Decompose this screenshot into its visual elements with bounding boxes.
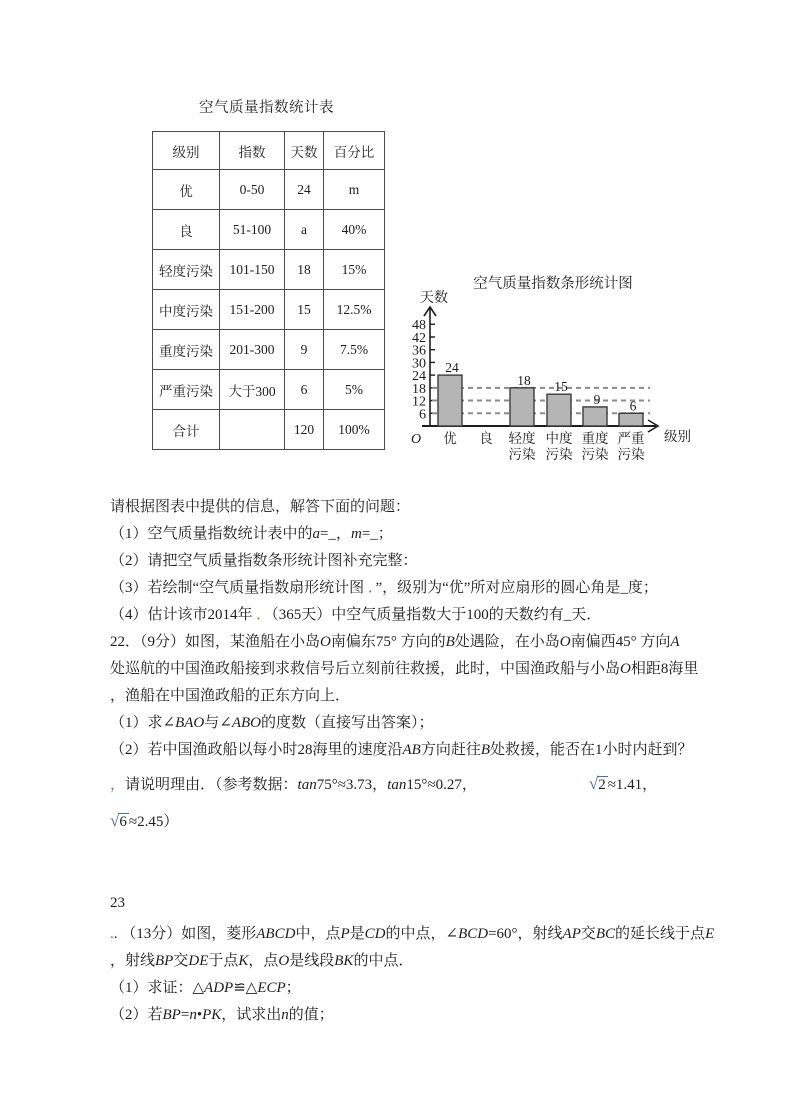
- text-line: [110, 737, 750, 764]
- inline-variable: BAO: [175, 715, 205, 731]
- text-segment: 的延长线于点: [615, 926, 706, 942]
- table-cell: 优: [153, 170, 220, 210]
- stats-table: [152, 131, 385, 450]
- y-tick-label: 18: [412, 381, 426, 397]
- y-tick-label: 24: [412, 369, 426, 385]
- inline-variable: tan: [387, 777, 407, 793]
- text-segment: 是线段: [289, 953, 335, 969]
- text-segment: =_；: [361, 526, 393, 542]
- table-cell: 大于300: [220, 370, 285, 410]
- revision-mark: ．: [256, 607, 272, 623]
- table-row: [153, 250, 385, 290]
- table-header-row: [153, 132, 385, 170]
- text-line: [110, 807, 750, 834]
- table-row: [153, 410, 385, 450]
- bar: [619, 413, 643, 426]
- table-row: [153, 170, 385, 210]
- text-segment: ，试求出: [221, 1007, 282, 1023]
- inline-variable: n: [189, 1007, 197, 1023]
- inline-variable: tan: [297, 777, 317, 793]
- x-category-label: 轻度: [508, 431, 536, 446]
- text-line: [110, 575, 750, 602]
- table-cell: 100%: [324, 410, 385, 450]
- radicand: 6: [119, 814, 127, 830]
- text-segment: ，射线: [110, 953, 156, 969]
- radicand: 2: [598, 777, 606, 793]
- inline-variable: B: [480, 742, 491, 758]
- inline-variable: B: [445, 634, 455, 650]
- table-cell: 合计: [153, 410, 220, 450]
- text-line: [110, 683, 750, 710]
- table-row: [153, 370, 385, 410]
- text-segment: ≌△: [233, 980, 258, 996]
- table-cell: m: [324, 170, 385, 210]
- inline-variable: BC: [595, 926, 616, 942]
- table-header-cell: 天数: [285, 132, 324, 170]
- text-segment: 与∠: [204, 715, 232, 731]
- chart-origin-label: O: [410, 432, 422, 447]
- bar-value-label: 18: [517, 372, 531, 388]
- text-segment: （4）估计该市2014年: [110, 607, 257, 623]
- text-segment: 15°≈0.27，: [406, 777, 477, 793]
- inline-variable: a: [312, 526, 321, 542]
- bar: [510, 388, 534, 426]
- chart-xlabel: 级别: [664, 429, 691, 444]
- text-line: [110, 710, 750, 737]
- bar-chart: [398, 268, 708, 483]
- bar: [583, 407, 607, 426]
- table-row: [153, 210, 385, 250]
- inline-variable: BCD: [458, 926, 489, 942]
- x-category-label: 污染: [581, 447, 609, 462]
- table-cell: 0-50: [220, 170, 285, 210]
- text-line: [110, 548, 750, 575]
- text-line: [110, 921, 750, 948]
- table-cell: 40%: [324, 210, 385, 250]
- question-text: [110, 494, 750, 1029]
- text-segment: 22．（9分）如图，某渔船在小岛: [110, 634, 321, 650]
- text-segment: 方向赶往: [420, 742, 481, 758]
- text-segment: 的中点．: [353, 953, 414, 969]
- bar: [547, 394, 571, 426]
- inline-variable: ADP: [204, 980, 234, 996]
- inline-variable: E: [705, 926, 715, 942]
- text-segment: 的中点，∠: [385, 926, 459, 942]
- bar-value-label: 9: [593, 391, 601, 407]
- x-category-label: 优: [443, 431, 457, 446]
- text-segment: =: [180, 1007, 190, 1023]
- radical-sign: √: [110, 811, 120, 830]
- table-cell: 15%: [324, 250, 385, 290]
- text-segment: 23: [110, 895, 125, 911]
- text-segment: ，渔船在中国渔政船的正东方向上．: [110, 688, 351, 704]
- text-segment: （3）若绘制“空气质量指数扇形统计图: [110, 580, 368, 596]
- x-category-label: 污染: [545, 447, 573, 462]
- inline-variable: ECP: [257, 980, 286, 996]
- table-cell: a: [285, 210, 324, 250]
- x-category-label: 污染: [617, 447, 645, 462]
- inline-variable: O: [278, 953, 290, 969]
- table-row: [153, 330, 385, 370]
- table-cell: 24: [285, 170, 324, 210]
- text-segment: （1）求∠: [110, 715, 176, 731]
- table-cell: 良: [153, 210, 220, 250]
- revision-mark: ，: [110, 777, 126, 793]
- table-cell: 120: [285, 410, 324, 450]
- table-cell: 12.5%: [324, 290, 385, 330]
- text-segment: . （13分）如图，菱形: [113, 926, 257, 942]
- y-tick-label: 48: [412, 318, 426, 334]
- table-cell: 5%: [324, 370, 385, 410]
- text-segment: 的值；: [288, 1007, 334, 1023]
- bar-value-label: 24: [445, 360, 459, 376]
- y-tick-label: 30: [412, 356, 426, 372]
- text-line: [110, 975, 750, 1002]
- text-line: [110, 602, 750, 629]
- text-segment: （1）空气质量指数统计表中的: [110, 526, 313, 542]
- inline-variable: K: [238, 953, 249, 969]
- x-category-label: 严重: [617, 431, 645, 446]
- inline-variable: P: [340, 926, 350, 942]
- text-segment: 南偏西45° 方向: [570, 634, 671, 650]
- inline-variable: BK: [334, 953, 354, 969]
- table-cell: 轻度污染: [153, 250, 220, 290]
- text-segment: 请说明理由．（参考数据：: [125, 777, 298, 793]
- inline-variable: ABCD: [256, 926, 296, 942]
- table-cell: 151-200: [220, 290, 285, 330]
- text-segment: （1）求证：△: [110, 980, 205, 996]
- table-header-cell: 百分比: [324, 132, 385, 170]
- x-category-label: 中度: [545, 431, 573, 446]
- text-segment: 75°≈3.73，: [316, 777, 388, 793]
- text-segment: （2）请把空气质量指数条形统计图补充完整：: [110, 553, 418, 569]
- x-category-label: 污染: [508, 447, 536, 462]
- text-segment: 的度数（直接写出答案）；: [261, 715, 434, 731]
- inline-variable: PK: [202, 1007, 222, 1023]
- inline-variable: m: [350, 526, 362, 542]
- table-cell: [220, 410, 285, 450]
- inline-variable: BP: [155, 953, 174, 969]
- table-cell: 6: [285, 370, 324, 410]
- table-row: [153, 290, 385, 330]
- text-line: [110, 494, 750, 521]
- text-segment: 相距8海里: [630, 661, 699, 677]
- radical-sign: √: [588, 774, 599, 793]
- text-segment: （2）若中国渔政船以每小时28海里的速度沿: [110, 742, 403, 758]
- text-segment: ，点: [248, 953, 279, 969]
- text-line: [110, 890, 750, 917]
- text-segment: 处遇险，在小岛: [454, 634, 560, 650]
- text-line: [110, 521, 750, 548]
- bar-chart-svg: [398, 268, 708, 483]
- y-tick-label: 36: [412, 343, 426, 359]
- text-segment: （365天）中空气质量指数大于100的天数约有_天．: [271, 607, 602, 623]
- text-segment: 南偏东75° 方向的: [330, 634, 446, 650]
- revision-mark: ．: [367, 580, 376, 596]
- y-tick-label: 6: [419, 407, 426, 423]
- table-cell: 重度污染: [153, 330, 220, 370]
- inline-variable: BP: [162, 1007, 181, 1023]
- text-segment: ≈1.41，: [607, 777, 658, 793]
- text-segment: =60°，射线: [488, 926, 563, 942]
- text-line: [110, 770, 750, 797]
- text-segment: 交: [173, 953, 189, 969]
- table-cell: 9: [285, 330, 324, 370]
- table-cell: 严重污染: [153, 370, 220, 410]
- table-cell: 7.5%: [324, 330, 385, 370]
- text-segment: ”，级别为“优”所对应扇形的圆心角是_度；: [375, 580, 658, 596]
- revision-mark: .: [110, 926, 114, 942]
- inline-variable: O: [620, 661, 631, 677]
- stats-table-title: 空气质量指数统计表: [199, 100, 334, 116]
- table-header-cell: 指数: [220, 132, 285, 170]
- chart-title: 空气质量指数条形统计图: [473, 276, 633, 292]
- inline-variable: O: [320, 634, 331, 650]
- text-segment: =_，: [320, 526, 351, 542]
- text-segment: 交: [580, 926, 596, 942]
- sqrt-radical: [589, 770, 608, 799]
- chart-ylabel: 天数: [420, 291, 448, 306]
- text-line: [110, 1002, 750, 1029]
- table-cell: 51-100: [220, 210, 285, 250]
- text-segment: ；: [285, 980, 301, 996]
- inline-variable: AB: [402, 742, 421, 758]
- table-cell: 15: [285, 290, 324, 330]
- y-tick-label: 42: [412, 330, 426, 346]
- inline-variable: A: [670, 634, 680, 650]
- table-cell: 101-150: [220, 250, 285, 290]
- sqrt-radical: [110, 807, 129, 836]
- text-line: [110, 629, 750, 656]
- table-header-cell: 级别: [153, 132, 220, 170]
- x-category-label: 良: [479, 431, 493, 446]
- text-segment: （2）若: [110, 1007, 163, 1023]
- text-segment: 于点: [208, 953, 239, 969]
- table-cell: 18: [285, 250, 324, 290]
- bar: [438, 375, 462, 426]
- bar-value-label: 15: [554, 379, 568, 395]
- bar-value-label: 6: [629, 398, 637, 414]
- y-tick-label: 12: [412, 394, 426, 410]
- text-line: [110, 656, 750, 683]
- table-cell: 201-300: [220, 330, 285, 370]
- inline-variable: O: [559, 634, 571, 650]
- inline-variable: n: [281, 1007, 289, 1023]
- text-segment: 是: [349, 926, 365, 942]
- inline-variable: AP: [562, 926, 581, 942]
- inline-variable: DE: [188, 953, 209, 969]
- text-line: [110, 948, 750, 975]
- inline-variable: CD: [364, 926, 386, 942]
- text-segment: 处巡航的中国渔政船接到求救信号后立刻前往救援，此时，中国渔政船与小岛: [110, 661, 621, 677]
- inline-variable: ABO: [231, 715, 261, 731]
- text-segment: 请根据图表中提供的信息，解答下面的问题：: [110, 499, 411, 515]
- x-category-label: 重度: [581, 431, 609, 446]
- text-segment: ≈2.45）: [128, 814, 179, 830]
- text-segment: •: [196, 1007, 203, 1023]
- text-segment: 处救援，能否在1小时内赶到？: [490, 742, 693, 758]
- table-cell: 中度污染: [153, 290, 220, 330]
- text-segment: 中，点: [295, 926, 341, 942]
